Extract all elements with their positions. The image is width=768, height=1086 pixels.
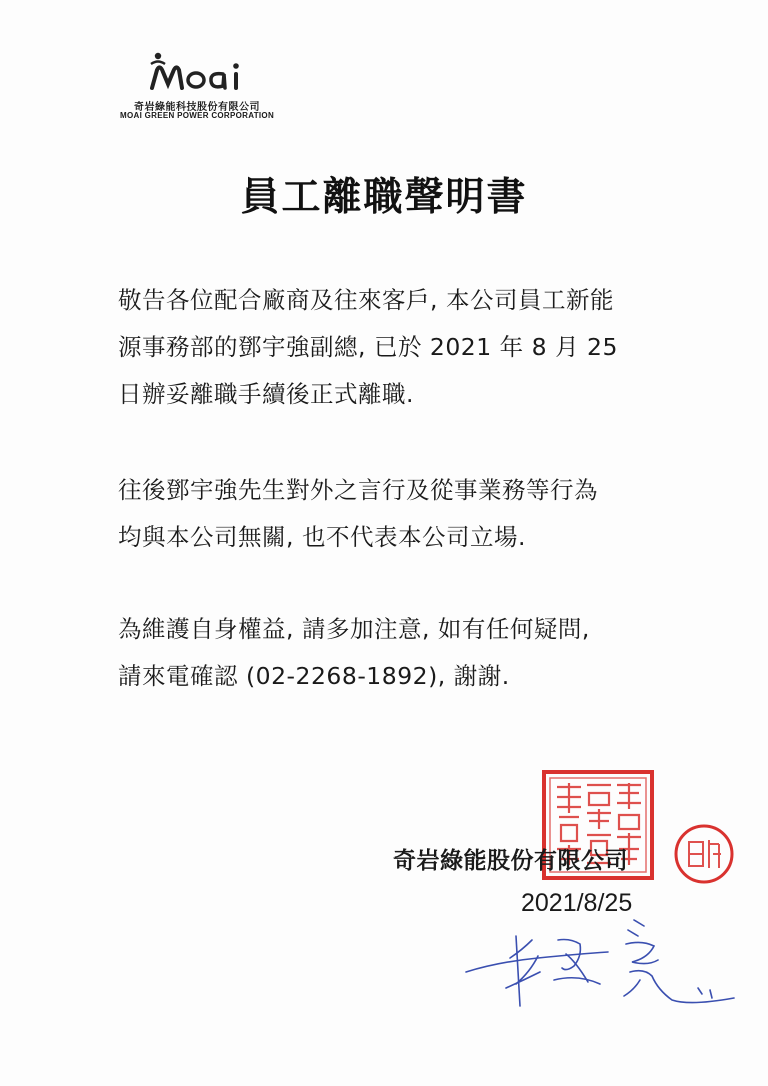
paragraph-line: 日辦妥離職手續後正式離職.: [118, 380, 414, 408]
document-title: 員工離職聲明書: [240, 175, 528, 220]
signoff-company-name: 奇岩綠能股份有限公司: [393, 848, 628, 874]
company-name-en: MOAI GREEN POWER CORPORATION: [120, 111, 275, 120]
paragraph-1: [118, 277, 678, 418]
paragraph-line: 源事務部的鄧宇強副總, 已於 2021 年 8 月 25: [118, 333, 618, 361]
paragraph-line: 均與本公司無關, 也不代表本公司立場.: [118, 523, 526, 551]
paragraph-2: [118, 467, 678, 561]
company-logo: [120, 50, 300, 120]
paragraph-line: 往後鄧宇強先生對外之言行及從事業務等行為: [118, 476, 598, 504]
paragraph-line: 為維護自身權益, 請多加注意, 如有任何疑問,: [118, 615, 590, 643]
paragraph-3: [118, 606, 678, 700]
handwritten-signature: [458, 910, 748, 1015]
paragraph-line: 敬告各位配合廠商及往來客戶, 本公司員工新能: [118, 286, 614, 314]
moai-logo-mark: [148, 50, 268, 94]
paragraph-line: 請來電確認 (02-2268-1892), 謝謝.: [118, 662, 510, 690]
company-name-cn: 奇岩綠能科技股份有限公司: [134, 102, 260, 113]
personal-seal-stamp: [673, 822, 735, 886]
signoff-date: 2021/8/25: [521, 889, 633, 917]
